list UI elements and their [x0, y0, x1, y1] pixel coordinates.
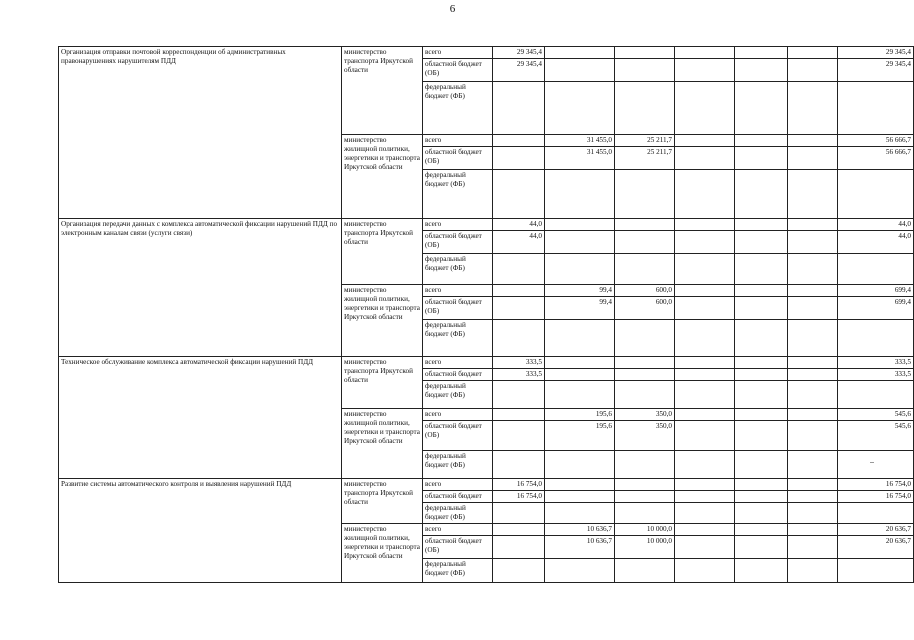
year-value-cell — [493, 147, 545, 170]
funding-source-label: всего — [423, 357, 493, 369]
total-value-cell: 16 754,0 — [838, 491, 914, 503]
funding-source-label: областной бюджет (ОБ) — [423, 536, 493, 559]
executor-cell: министерство транспорта Иркутской области — [342, 357, 423, 409]
total-value-cell: 333,5 — [838, 369, 914, 381]
page-number: 6 — [449, 3, 456, 15]
year-value-cell: 16 754,0 — [493, 491, 545, 503]
year-value-cell — [493, 559, 545, 583]
total-value-cell: 20 636,7 — [838, 536, 914, 559]
funding-source-label: областной бюджет — [423, 491, 493, 503]
year-value-cell — [493, 421, 545, 451]
year-value-cell — [545, 479, 615, 491]
funding-source-label: областной бюджет (ОБ) — [423, 147, 493, 170]
funding-source-label: областной бюджет (ОБ) — [423, 421, 493, 451]
year-value-cell — [493, 524, 545, 536]
year-value-cell — [675, 219, 735, 231]
year-value-cell — [545, 254, 615, 285]
year-value-cell — [735, 47, 788, 59]
total-value-cell: 545,6 — [838, 409, 914, 421]
year-value-cell — [788, 536, 838, 559]
total-value-cell: 44,0 — [838, 219, 914, 231]
year-value-cell — [675, 147, 735, 170]
funding-source-label: всего — [423, 47, 493, 59]
year-value-cell — [788, 503, 838, 524]
funding-source-label: федеральный бюджет (ФБ) — [423, 503, 493, 524]
year-value-cell — [735, 451, 788, 479]
year-value-cell — [735, 59, 788, 82]
activity-title: Развитие системы автоматического контроля и выявления нарушений ПДД — [59, 479, 342, 583]
year-value-cell — [735, 421, 788, 451]
year-value-cell — [788, 320, 838, 357]
year-value-cell — [788, 82, 838, 135]
activity-title: Организация отправки почтовой корреспонденции об административных правонарушениях нарушителям ПДД — [59, 47, 342, 219]
year-value-cell — [615, 503, 675, 524]
year-value-cell — [615, 369, 675, 381]
year-value-cell — [735, 82, 788, 135]
total-value-cell — [838, 381, 914, 409]
executor-cell: министерство транспорта Иркутской области — [342, 47, 423, 135]
year-value-cell — [615, 357, 675, 369]
year-value-cell — [675, 297, 735, 320]
year-value-cell — [735, 409, 788, 421]
year-value-cell — [615, 47, 675, 59]
year-value-cell — [493, 536, 545, 559]
funding-source-label: областной бюджет (ОБ) — [423, 59, 493, 82]
year-value-cell: 29 345,4 — [493, 47, 545, 59]
total-value-cell — [838, 559, 914, 583]
year-value-cell — [675, 409, 735, 421]
year-value-cell — [675, 559, 735, 583]
funding-source-label: всего — [423, 135, 493, 147]
year-value-cell — [675, 254, 735, 285]
year-value-cell — [788, 421, 838, 451]
total-value-cell: 29 345,4 — [838, 47, 914, 59]
year-value-cell — [788, 491, 838, 503]
year-value-cell — [735, 559, 788, 583]
year-value-cell — [735, 147, 788, 170]
year-value-cell: 44,0 — [493, 231, 545, 254]
executor-cell: министерство жилищной политики, энергетики и транспорта Иркутской области — [342, 135, 423, 219]
year-value-cell — [735, 285, 788, 297]
year-value-cell — [735, 369, 788, 381]
year-value-cell — [493, 82, 545, 135]
total-value-cell — [838, 320, 914, 357]
total-value-cell — [838, 451, 914, 479]
year-value-cell — [675, 285, 735, 297]
year-value-cell — [615, 170, 675, 219]
funding-source-label: областной бюджет — [423, 369, 493, 381]
year-value-cell — [675, 524, 735, 536]
year-value-cell: 31 455,0 — [545, 135, 615, 147]
year-value-cell: 25 211,7 — [615, 147, 675, 170]
total-value-cell: 29 345,4 — [838, 59, 914, 82]
funding-source-label: всего — [423, 479, 493, 491]
executor-cell: министерство жилищной политики, энергетики и транспорта Иркутской области — [342, 285, 423, 357]
year-value-cell: 10 636,7 — [545, 524, 615, 536]
year-value-cell — [735, 297, 788, 320]
year-value-cell — [675, 536, 735, 559]
year-value-cell — [615, 491, 675, 503]
year-value-cell — [788, 59, 838, 82]
year-value-cell — [545, 381, 615, 409]
year-value-cell: 195,6 — [545, 409, 615, 421]
year-value-cell — [545, 320, 615, 357]
year-value-cell — [735, 170, 788, 219]
year-value-cell — [788, 254, 838, 285]
total-value-cell: 545,6 — [838, 421, 914, 451]
total-value-cell: 20 636,7 — [838, 524, 914, 536]
year-value-cell — [675, 231, 735, 254]
year-value-cell — [675, 135, 735, 147]
year-value-cell: 10 000,0 — [615, 524, 675, 536]
year-value-cell — [675, 421, 735, 451]
year-value-cell — [735, 536, 788, 559]
year-value-cell: 600,0 — [615, 297, 675, 320]
total-value-cell: 56 666,7 — [838, 135, 914, 147]
year-value-cell: 10 000,0 — [615, 536, 675, 559]
year-value-cell — [545, 231, 615, 254]
total-value-cell — [838, 170, 914, 219]
year-value-cell — [545, 59, 615, 82]
executor-cell: министерство транспорта Иркутской области — [342, 219, 423, 285]
year-value-cell — [788, 479, 838, 491]
total-value-cell: 16 754,0 — [838, 479, 914, 491]
year-value-cell — [545, 369, 615, 381]
funding-source-label: всего — [423, 219, 493, 231]
year-value-cell — [545, 82, 615, 135]
year-value-cell — [675, 451, 735, 479]
table-row — [59, 47, 914, 59]
year-value-cell — [493, 135, 545, 147]
year-value-cell — [735, 381, 788, 409]
total-value-cell: 699,4 — [838, 297, 914, 320]
year-value-cell — [545, 357, 615, 369]
year-value-cell — [545, 170, 615, 219]
year-value-cell — [735, 491, 788, 503]
year-value-cell — [545, 491, 615, 503]
year-value-cell — [675, 491, 735, 503]
funding-source-label: федеральный бюджет (ФБ) — [423, 170, 493, 219]
year-value-cell — [735, 503, 788, 524]
total-value-cell: 333,5 — [838, 357, 914, 369]
year-value-cell — [493, 285, 545, 297]
year-value-cell — [493, 254, 545, 285]
year-value-cell — [675, 503, 735, 524]
year-value-cell — [735, 254, 788, 285]
year-value-cell — [675, 479, 735, 491]
year-value-cell — [615, 254, 675, 285]
year-value-cell — [735, 524, 788, 536]
year-value-cell — [788, 381, 838, 409]
year-value-cell — [735, 135, 788, 147]
total-value-cell — [838, 503, 914, 524]
year-value-cell: 16 754,0 — [493, 479, 545, 491]
year-value-cell — [615, 219, 675, 231]
budget-table — [58, 46, 914, 583]
table-row — [59, 357, 914, 369]
executor-cell: министерство жилищной политики, энергетики и транспорта Иркутской области — [342, 524, 423, 583]
year-value-cell — [788, 219, 838, 231]
year-value-cell — [788, 451, 838, 479]
year-value-cell: 99,4 — [545, 297, 615, 320]
year-value-cell — [675, 357, 735, 369]
year-value-cell: 29 345,4 — [493, 59, 545, 82]
year-value-cell — [493, 381, 545, 409]
year-value-cell — [493, 451, 545, 479]
executor-cell: министерство жилищной политики, энергетики и транспорта Иркутской области — [342, 409, 423, 479]
total-value-cell: 699,4 — [838, 285, 914, 297]
funding-source-label: федеральный бюджет (ФБ) — [423, 320, 493, 357]
funding-source-label: федеральный бюджет (ФБ) — [423, 559, 493, 583]
year-value-cell — [788, 524, 838, 536]
funding-source-label: всего — [423, 409, 493, 421]
executor-cell: министерство транспорта Иркутской области — [342, 479, 423, 524]
year-value-cell — [788, 47, 838, 59]
year-value-cell: 25 211,7 — [615, 135, 675, 147]
year-value-cell: 44,0 — [493, 219, 545, 231]
year-value-cell: 333,5 — [493, 369, 545, 381]
year-value-cell: 350,0 — [615, 421, 675, 451]
year-value-cell — [493, 297, 545, 320]
year-value-cell — [788, 135, 838, 147]
funding-source-label: федеральный бюджет (ФБ) — [423, 451, 493, 479]
table-row — [59, 219, 914, 231]
year-value-cell — [788, 147, 838, 170]
year-value-cell: 195,6 — [545, 421, 615, 451]
year-value-cell — [675, 369, 735, 381]
funding-source-label: федеральный бюджет (ФБ) — [423, 254, 493, 285]
year-value-cell — [675, 82, 735, 135]
year-value-cell — [735, 357, 788, 369]
year-value-cell: 31 455,0 — [545, 147, 615, 170]
year-value-cell — [615, 451, 675, 479]
activity-title: Техническое обслуживание комплекса автоматической фиксации нарушений ПДД — [59, 357, 342, 479]
year-value-cell — [615, 59, 675, 82]
year-value-cell — [545, 503, 615, 524]
year-value-cell — [615, 82, 675, 135]
year-value-cell: 10 636,7 — [545, 536, 615, 559]
year-value-cell — [615, 559, 675, 583]
year-value-cell — [493, 170, 545, 219]
year-value-cell — [735, 479, 788, 491]
year-value-cell — [545, 219, 615, 231]
total-value-cell: 44,0 — [838, 231, 914, 254]
year-value-cell: 350,0 — [615, 409, 675, 421]
year-value-cell — [545, 559, 615, 583]
year-value-cell — [615, 479, 675, 491]
year-value-cell — [735, 231, 788, 254]
year-value-cell — [545, 47, 615, 59]
year-value-cell — [675, 59, 735, 82]
year-value-cell — [615, 231, 675, 254]
year-value-cell — [788, 559, 838, 583]
year-value-cell — [615, 320, 675, 357]
total-value-cell — [838, 82, 914, 135]
year-value-cell: 333,5 — [493, 357, 545, 369]
year-value-cell — [493, 503, 545, 524]
funding-source-label: областной бюджет (ОБ) — [423, 297, 493, 320]
funding-source-label: всего — [423, 285, 493, 297]
year-value-cell — [615, 381, 675, 409]
funding-source-label: федеральный бюджет (ФБ) — [423, 381, 493, 409]
year-value-cell — [675, 170, 735, 219]
year-value-cell: 600,0 — [615, 285, 675, 297]
funding-source-label: областной бюджет (ОБ) — [423, 231, 493, 254]
year-value-cell — [675, 320, 735, 357]
year-value-cell — [675, 381, 735, 409]
year-value-cell — [788, 170, 838, 219]
year-value-cell — [675, 47, 735, 59]
funding-source-label: всего — [423, 524, 493, 536]
year-value-cell — [788, 357, 838, 369]
total-value-cell — [838, 254, 914, 285]
scan-artifact — [870, 462, 874, 463]
year-value-cell — [788, 409, 838, 421]
year-value-cell — [788, 297, 838, 320]
year-value-cell — [788, 231, 838, 254]
year-value-cell — [735, 219, 788, 231]
year-value-cell — [493, 320, 545, 357]
activity-title: Организация передачи данных с комплекса автоматической фиксации нарушений ПДД по электронным каналам связи (услуги связи) — [59, 219, 342, 357]
year-value-cell — [788, 285, 838, 297]
year-value-cell — [545, 451, 615, 479]
funding-source-label: федеральный бюджет (ФБ) — [423, 82, 493, 135]
year-value-cell — [735, 320, 788, 357]
year-value-cell — [788, 369, 838, 381]
table-row — [59, 479, 914, 491]
total-value-cell: 56 666,7 — [838, 147, 914, 170]
year-value-cell — [493, 409, 545, 421]
year-value-cell: 99,4 — [545, 285, 615, 297]
